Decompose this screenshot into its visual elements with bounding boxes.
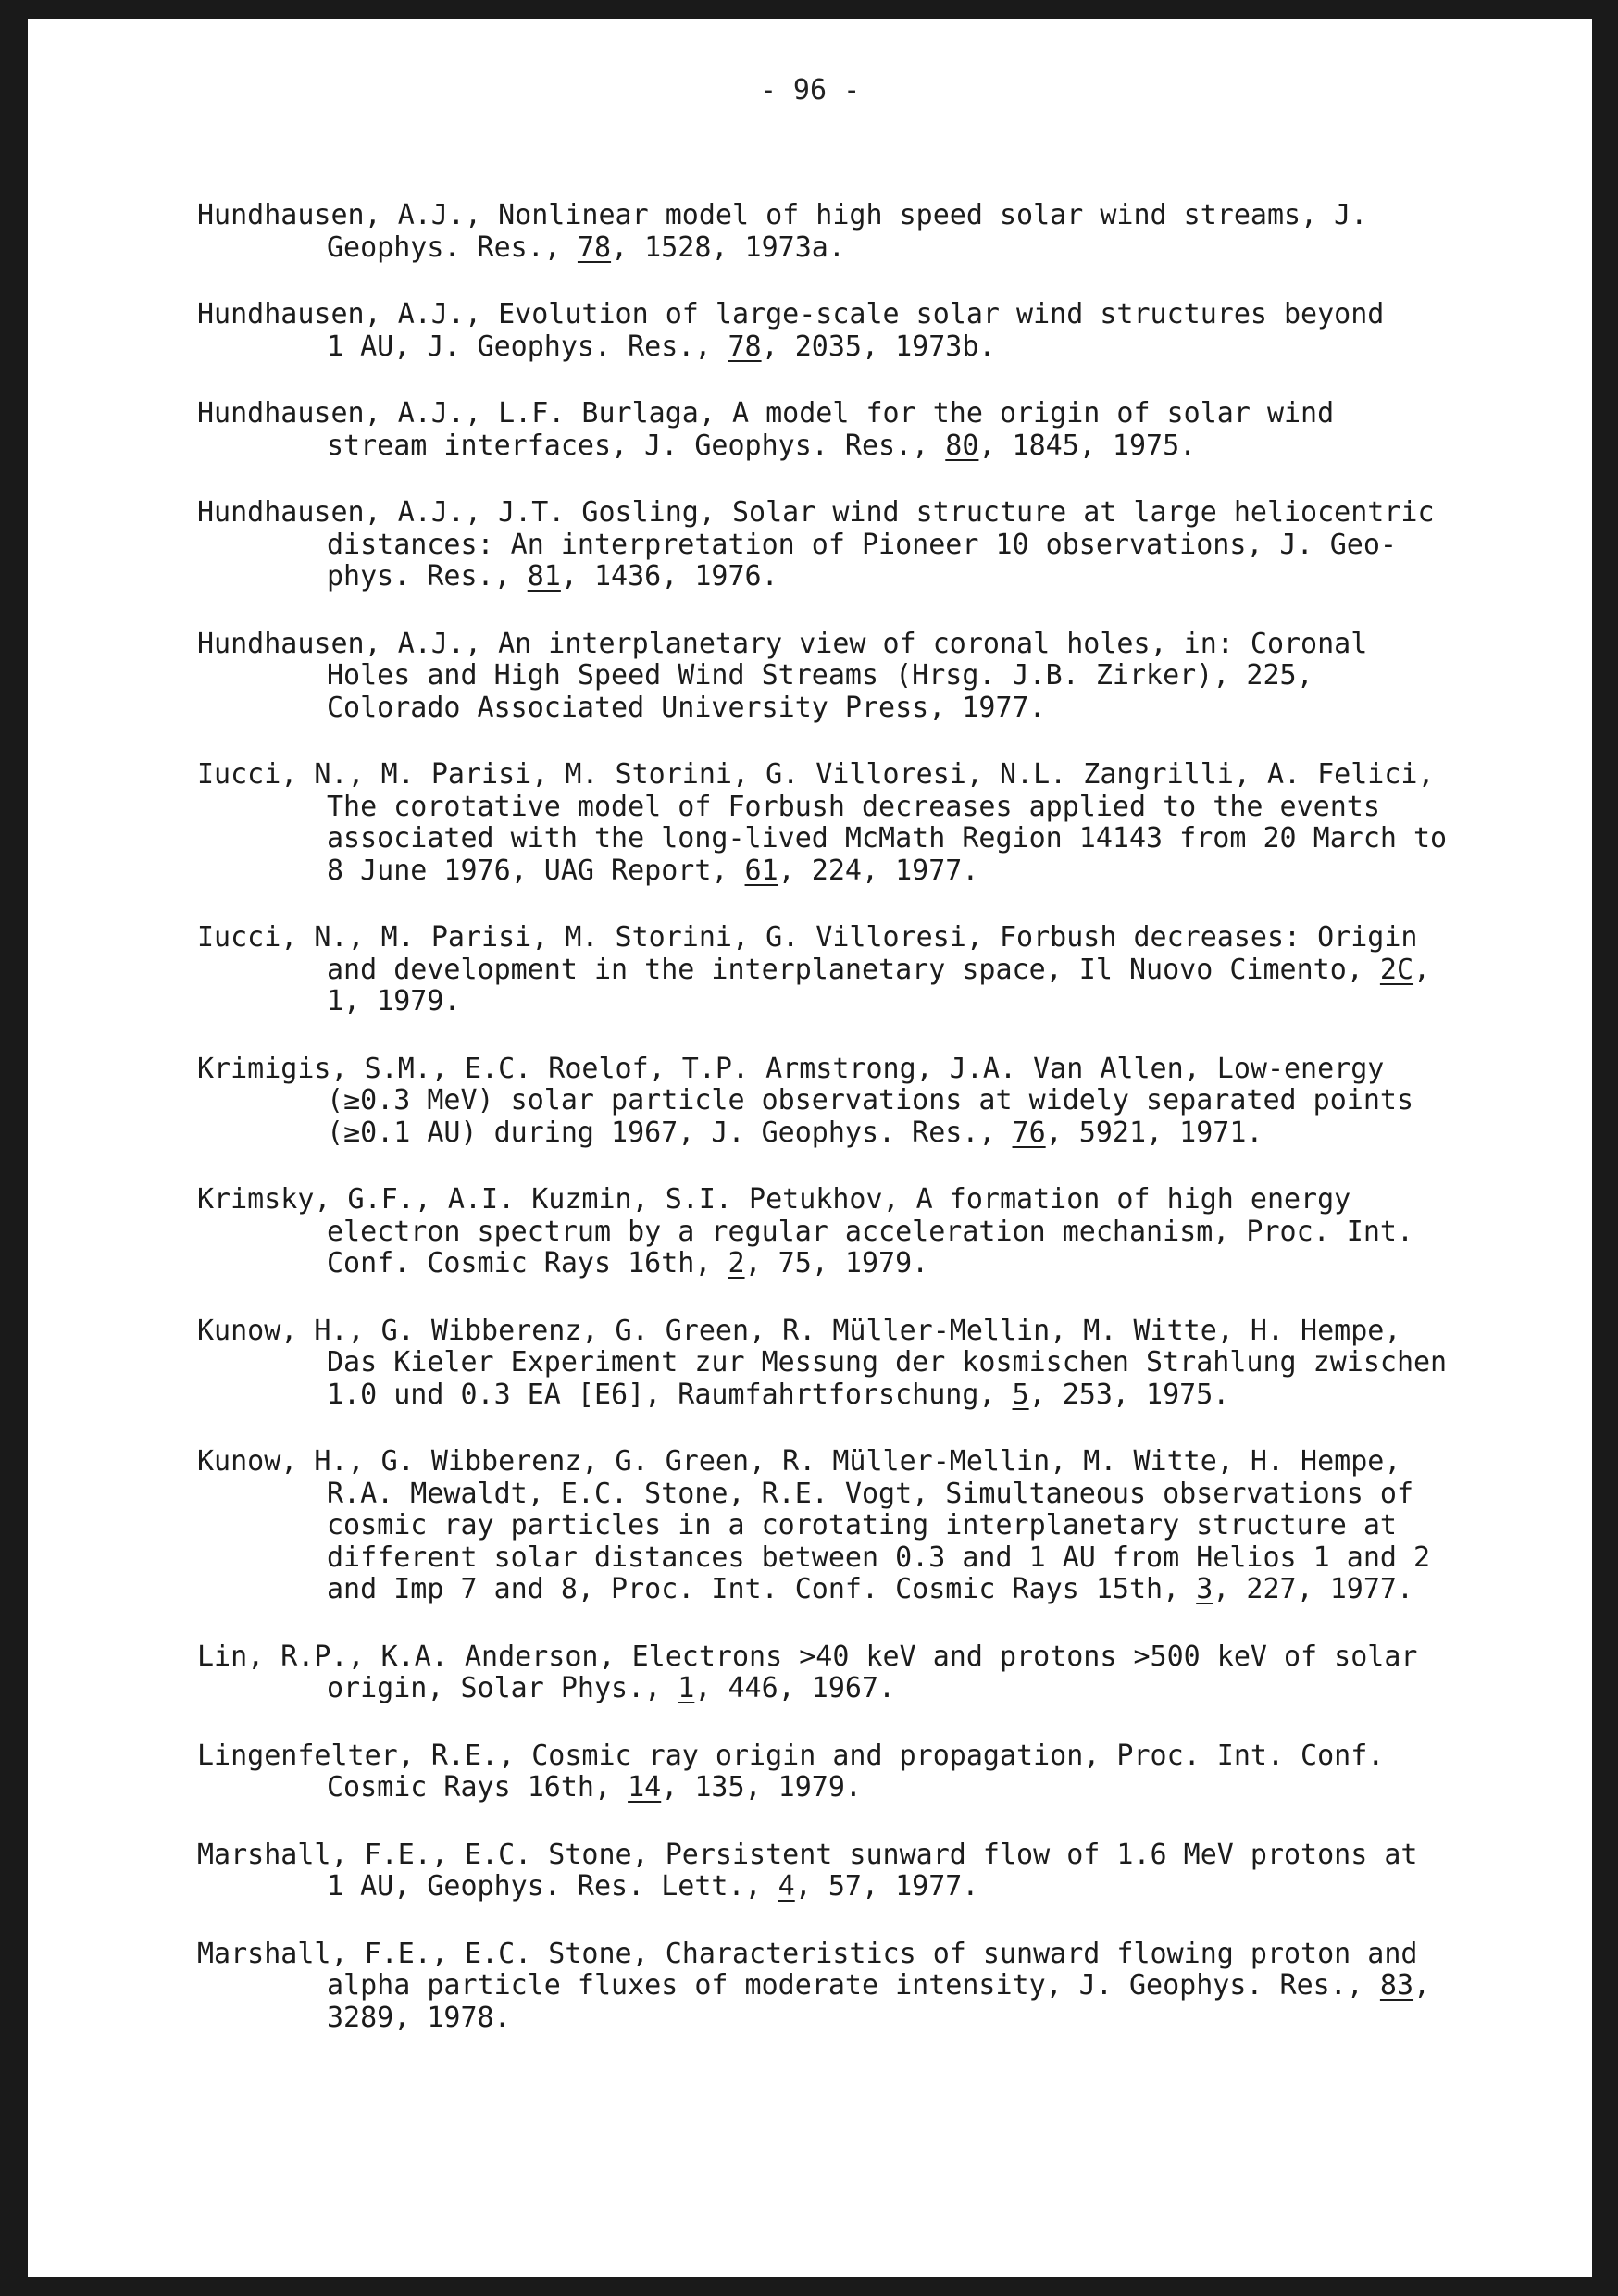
reference-continuation-line (197, 693, 1493, 725)
reference-continuation-line (197, 430, 1493, 463)
reference-text: Iucci, N., M. Parisi, M. Storini, G. Villoresi, N.L. Zangrilli, A. Felici, (197, 758, 1435, 791)
reference-continuation-line (197, 986, 1493, 1018)
reference-entry (197, 922, 1493, 1018)
reference-text: , 1436, 1976. (560, 560, 778, 593)
reference-text: , 253, 1975. (1028, 1378, 1230, 1411)
reference-entry (197, 1446, 1493, 1606)
reference-text: Hundhausen, A.J., L.F. Burlaga, A model for the origin of solar wind (197, 397, 1335, 430)
reference-text: Krimigis, S.M., E.C. Roelof, T.P. Armstrong, J.A. Van Allen, Low-energy (197, 1052, 1385, 1085)
reference-text: , 1845, 1975. (978, 429, 1197, 462)
reference-continuation-line (197, 1217, 1493, 1249)
reference-text: origin, Solar Phys., (327, 1672, 678, 1704)
reference-continuation-line (197, 855, 1493, 888)
reference-text: Cosmic Rays 16th, (327, 1771, 629, 1803)
reference-continuation-line (197, 1479, 1493, 1511)
reference-text: Hundhausen, A.J., Evolution of large-scale solar wind structures beyond (197, 298, 1385, 331)
reference-text: Colorado Associated University Press, 1977. (327, 691, 1046, 724)
reference-continuation-line (197, 1574, 1493, 1606)
reference-entry (197, 1641, 1493, 1705)
reference-text: associated with the long-lived McMath Region 14143 from 20 March to (327, 822, 1448, 855)
reference-first-line (197, 200, 1493, 232)
reference-continuation-line (197, 792, 1493, 824)
reference-entry (197, 497, 1493, 593)
reference-text: , 2035, 1973b. (761, 330, 996, 363)
reference-entry (197, 629, 1493, 725)
reference-text: (≥0.1 AU) during 1967, J. Geophys. Res., (327, 1116, 1013, 1149)
reference-text: cosmic ray particles in a corotating interplanetary structure at (327, 1509, 1397, 1541)
reference-text: Hundhausen, A.J., J.T. Gosling, Solar wind structure at large heliocentric (197, 496, 1435, 529)
volume-number: 81 (527, 560, 561, 593)
reference-text: , 5921, 1971. (1045, 1116, 1263, 1149)
volume-number: 2C (1379, 953, 1414, 986)
reference-text: distances: An interpretation of Pioneer 10 observations, J. Geo- (327, 528, 1397, 561)
reference-continuation-line (197, 1117, 1493, 1150)
reference-text: Hundhausen, A.J., An interplanetary view of coronal holes, in: Coronal (197, 627, 1368, 660)
reference-text: 8 June 1976, UAG Report, (327, 854, 745, 887)
reference-entry (197, 398, 1493, 462)
reference-entry (197, 1840, 1493, 1903)
reference-text: Kunow, H., G. Wibberenz, G. Green, R. Müller-Mellin, M. Witte, H. Hempe, (197, 1445, 1401, 1478)
reference-first-line (197, 497, 1493, 530)
volume-number: 1 (678, 1672, 695, 1704)
reference-text: and development in the interplanetary space, Il Nuovo Cimento, (327, 953, 1380, 986)
reference-first-line (197, 1641, 1493, 1674)
reference-text: 3289, 1978. (327, 2001, 511, 2034)
reference-continuation-line (197, 232, 1493, 265)
reference-first-line (197, 1184, 1493, 1217)
reference-continuation-line (197, 2003, 1493, 2035)
reference-first-line (197, 299, 1493, 331)
reference-first-line (197, 759, 1493, 792)
reference-text: stream interfaces, J. Geophys. Res., (327, 429, 946, 462)
reference-entry (197, 200, 1493, 264)
reference-text: Lingenfelter, R.E., Cosmic ray origin and propagation, Proc. Int. Conf. (197, 1739, 1385, 1772)
reference-text: Holes and High Speed Wind Streams (Hrsg. J.B. Zirker), 225, (327, 659, 1313, 692)
reference-entry (197, 1741, 1493, 1804)
reference-text: 1 AU, Geophys. Res. Lett., (327, 1870, 778, 1903)
reference-text: The corotative model of Forbush decreases applied to the events (327, 790, 1380, 823)
reference-text: Krimsky, G.F., A.I. Kuzmin, S.I. Petukhov, A formation of high energy (197, 1183, 1351, 1216)
reference-text: Iucci, N., M. Parisi, M. Storini, G. Villoresi, Forbush decreases: Origin (197, 921, 1418, 954)
volume-number: 78 (728, 330, 762, 363)
reference-text: (≥0.3 MeV) solar particle observations at widely separated points (327, 1084, 1413, 1117)
reference-text: , 224, 1977. (778, 854, 979, 887)
volume-number: 80 (945, 429, 979, 462)
reference-text: different solar distances between 0.3 and 1 AU from Helios 1 and 2 (327, 1541, 1431, 1574)
reference-text: 1 AU, J. Geophys. Res., (327, 330, 728, 363)
reference-text: Marshall, F.E., E.C. Stone, Characteristics of sunward flowing proton and (197, 1937, 1418, 1970)
reference-continuation-line (197, 1347, 1493, 1379)
reference-continuation-line (197, 1542, 1493, 1575)
reference-continuation-line (197, 1871, 1493, 1903)
reference-entry (197, 1316, 1493, 1412)
reference-first-line (197, 1446, 1493, 1479)
reference-text: alpha particle fluxes of moderate intensity, J. Geophys. Res., (327, 1969, 1380, 2002)
reference-text: 1.0 und 0.3 EA [E6], Raumfahrtforschung, (327, 1378, 1013, 1411)
reference-continuation-line (197, 1772, 1493, 1804)
reference-continuation-line (197, 1673, 1493, 1705)
reference-first-line (197, 629, 1493, 661)
reference-text: electron spectrum by a regular acceleration mechanism, Proc. Int. (327, 1215, 1413, 1248)
reference-continuation-line (197, 823, 1493, 855)
reference-continuation-line (197, 955, 1493, 987)
reference-text: R.A. Mewaldt, E.C. Stone, R.E. Vogt, Simultaneous observations of (327, 1477, 1413, 1510)
reference-continuation-line (197, 1248, 1493, 1280)
reference-entry (197, 1184, 1493, 1280)
volume-number: 2 (728, 1247, 745, 1279)
reference-text: phys. Res., (327, 560, 528, 593)
volume-number: 78 (577, 231, 612, 264)
volume-number: 5 (1012, 1378, 1029, 1411)
reference-entry (197, 759, 1493, 887)
reference-first-line (197, 1741, 1493, 1773)
reference-continuation-line (197, 530, 1493, 562)
reference-continuation-line (197, 1970, 1493, 2003)
reference-continuation-line (197, 1085, 1493, 1117)
reference-text: , 446, 1967. (694, 1672, 896, 1704)
volume-number: 4 (778, 1870, 795, 1903)
reference-continuation-line (197, 331, 1493, 364)
reference-continuation-line (197, 561, 1493, 593)
reference-continuation-line (197, 660, 1493, 693)
reference-first-line (197, 398, 1493, 430)
volume-number: 61 (744, 854, 778, 887)
volume-number: 76 (1012, 1116, 1046, 1149)
reference-text: 1, 1979. (327, 985, 461, 1017)
reference-text: Hundhausen, A.J., Nonlinear model of high speed solar wind streams, J. (197, 199, 1368, 231)
reference-text: , 1528, 1973a. (611, 231, 845, 264)
reference-text: Conf. Cosmic Rays 16th, (327, 1247, 728, 1279)
reference-first-line (197, 1054, 1493, 1086)
volume-number: 83 (1379, 1969, 1414, 2002)
reference-text: , (1413, 953, 1431, 986)
reference-text: Das Kieler Experiment zur Messung der kosmischen Strahlung zwischen (327, 1346, 1448, 1379)
volume-number: 14 (628, 1771, 662, 1803)
reference-text: Lin, R.P., K.A. Anderson, Electrons >40 keV and protons >500 keV of solar (197, 1640, 1418, 1673)
reference-first-line (197, 1840, 1493, 1872)
reference-text: Geophys. Res., (327, 231, 578, 264)
reference-text: Marshall, F.E., E.C. Stone, Persistent sunward flow of 1.6 MeV protons at (197, 1838, 1418, 1871)
reference-list (197, 200, 1493, 2069)
reference-first-line (197, 1316, 1493, 1348)
reference-entry (197, 1939, 1493, 2035)
reference-text: , 227, 1977. (1213, 1573, 1414, 1605)
reference-first-line (197, 1939, 1493, 1971)
reference-text: , 75, 1979. (744, 1247, 929, 1279)
reference-entry (197, 299, 1493, 363)
reference-text: Kunow, H., G. Wibberenz, G. Green, R. Müller-Mellin, M. Witte, H. Hempe, (197, 1314, 1401, 1347)
reference-continuation-line (197, 1379, 1493, 1412)
document-page (28, 19, 1592, 2277)
volume-number: 3 (1196, 1573, 1214, 1605)
reference-text: , (1413, 1969, 1431, 2002)
page-number: - 96 - (759, 74, 861, 106)
reference-text: and Imp 7 and 8, Proc. Int. Conf. Cosmic Rays 15th, (327, 1573, 1197, 1605)
reference-entry (197, 1054, 1493, 1150)
reference-first-line (197, 922, 1493, 955)
reference-text: , 135, 1979. (661, 1771, 862, 1803)
reference-text: , 57, 1977. (794, 1870, 979, 1903)
reference-continuation-line (197, 1510, 1493, 1542)
